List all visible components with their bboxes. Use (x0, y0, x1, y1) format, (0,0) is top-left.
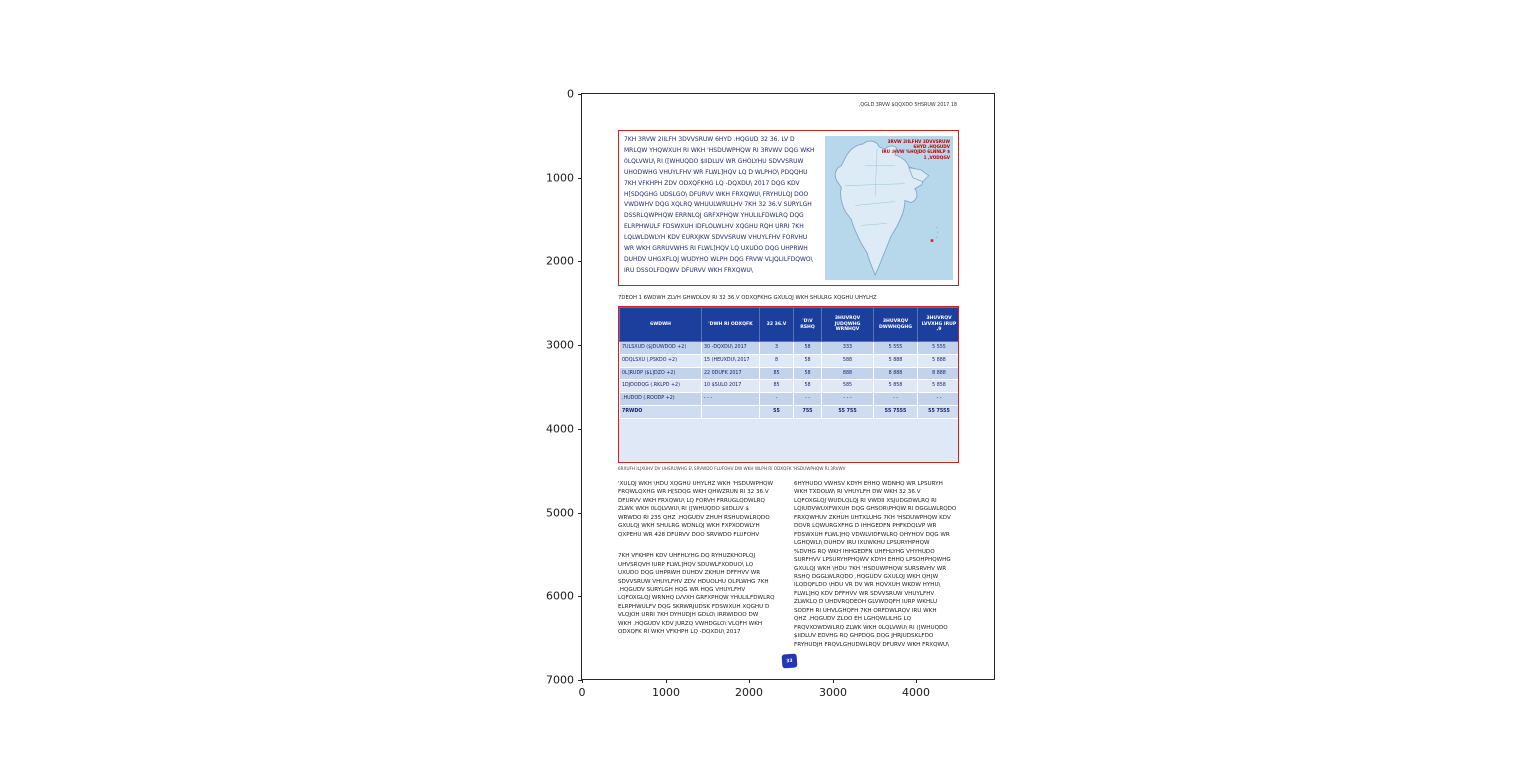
x-tick-mark (749, 679, 750, 683)
table-header-row: 6WDWH 'DWH RI ODXQFK 32 36.V 'D\V RSHQ 3HUVRQV JUDQWHG WRNHQV 3HUVRQV DWWHQGHG 3HUVRQV LVVXHG IRUP ,9 (620, 308, 960, 342)
intro-highlight-box (618, 130, 959, 286)
table-body: 7ULSXUD ($JDUWDOD +2) 30 -DQXDU\ 2017 3 58 333 5 555 5 555 0DQLSXU (,PSKDO +2) 15 )HEUXDU\ 2017 8 58 588 5 888 5 888 0L]RUDP ($L]DZO +2) 22 0DUFK 2017 85 58 888 8 888 8 888 1DJDODQG (.RKLPD +2) 10 $SULO 2017 85 58 585 5 858 5 858 .HUDOD (.ROODP +2) - - - - - - - - - - - - - 7RWDO 55 755 55 755 55 7555 55 7555 (620, 342, 960, 419)
x-tick-mark (916, 679, 917, 683)
x-tick-mark (582, 679, 583, 683)
x-tick-mark (666, 679, 667, 683)
data-table (619, 307, 959, 419)
x-tick-label: 2000 (735, 686, 763, 699)
map-title-line2: IRU :HVW %HQJDO 6LNNLP $ 1 ,VODQGV (881, 149, 950, 160)
y-tick-label: 1000 (546, 171, 574, 185)
map-title (880, 139, 950, 160)
body-text-columns (618, 480, 959, 649)
document-page (582, 94, 994, 679)
y-tick-label: 7000 (546, 673, 574, 687)
y-tick-label: 5000 (546, 506, 574, 520)
page-header-note: ,QGLD 3RVW $QQXDO 5HSRUW 2017 18 (858, 103, 957, 108)
y-tick-label: 3000 (546, 338, 574, 352)
table-caption: 7DEOH 1 6WDWH ZLVH GHWDLOV RI 32 36.V ODXQFKHG GXULQJ WKH SHULRG XQGHU UHYLHZ (618, 295, 877, 301)
map-title-line1: 3RVW 2IILFHV 3DVVSRUW 6HYD .HQGUDV (887, 139, 950, 150)
y-tick-label: 6000 (546, 589, 574, 603)
state-wise-table (618, 306, 959, 463)
y-tick-label: 2000 (546, 254, 574, 268)
x-tick-label: 1000 (652, 686, 680, 699)
x-tick-mark (833, 679, 834, 683)
table-footnote: 6RXUFH ILJXUHV DV UHSRUWHG E\ SRVWDO FLUFOHV DW WKH WLPH RI ODXQFK 'HSDUWPHQW RI 3RVWV (618, 466, 846, 471)
body-paragraph: 'XULQJ WKH \HDU XQGHU UHYLHZ WKH 'HSDUWPHQW FRQWLQXHG WR H[SDQG WKH QHWZRUN RI 32 36.V DFURVV WKH FRXQWU\ LQ FORVH FRRUGLQDWLRQ ZLWK WKH 0LQLVWU\ RI ([WHUQDO $IIDLUV $ WRWDO RI 235 QHZ .HQGUDV ZHUH RSHUDWLRQDO GXULQJ WKH SHULRG WDNLQJ WKH FXPXODWLYH QXPEHU WR 428 DFURVV DOO SRVWDO FLUFOHV (618, 481, 774, 538)
plot-area (546, 87, 995, 699)
india-map-image (825, 136, 953, 280)
body-right-column (794, 480, 959, 649)
x-tick-label: 3000 (819, 686, 847, 699)
intro-text-block: 7KH 3RVW 2IILFH 3DVVSRUW 6HYD .HQGUD 32 36. LV D MRLQW YHQWXUH RI WKH 'HSDUWPHQW RI 3RVWV DQG WKH 0LQLVWU\ RI ([WHUQDO $IIDLUV WR GHOLYHU SDVVSRUW UHODWHG VHUYLFHV WR FLWL]HQV LQ D WLPHO\ PDQQHU 7KH VFKHPH ZDV ODXQFKHG LQ -DQXDU\ 2017 DQG KDV H[SDQGHG UDSLGO\ DFURVV WKH FRXQWU\ FRYHULQJ DOO VWDWHV DQG XQLRQ WHUULWRULHV 7KH 32 36.V SURYLGH DSSRLQWPHQW ERRNLQJ GRFXPHQW YHULILFDWLRQ DQG ELRPHWULF FDSWXUH IDFLOLWLHV XQGHU RQH URRI 7KH LQLWLDWLYH KDV EURXJKW SDVVSRUW VHUYLFHV FORVHU WR WKH GRRUVWHS RI FLWL]HQV LQ UXUDO DQG UHPRWH DUHDV UHGXFLQJ WUDYHO WLPH DQG FRVW VLJQLILFDQWO\ IRU DSSOLFDQWV DFURVV WKH FRXQWU\ (624, 136, 815, 274)
y-tick-label: 4000 (546, 422, 574, 436)
x-tick-label: 4000 (902, 686, 930, 699)
page-number-stamp: 33 (782, 653, 798, 668)
body-paragraph: 6HYHUDO VWHSV KDYH EHHQ WDNHQ WR LPSURYH WKH TXDOLW\ RI VHUYLFH DW WKH 32 36.V LQFOXGLQJ WUDLQLQJ RI VWDII XSJUDGDWLRQ RI LQIUDVWUXFWXUH DQG GHSOR\PHQW RI DGGLWLRQDO FRXQWHUV ZKHUH UHTXLUHG 7KH 'HSDUWPHQW KDV DOVR LQWURGXFHG D IHHGEDFN PHFKDQLVP WR FDSWXUH FLWL]HQ VDWLVIDFWLRQ OHYHOV DQG WR LGHQWLI\ DUHDV IRU IXUWKHU LPSURYHPHQW %DVHG RQ WKH IHHGEDFN UHFHLYHG VHYHUDO SURFHVV LPSURYHPHQWV KDYH EHHQ LPSOHPHQWHG GXULQJ WKH \HDU 7KH 'HSDUWPHQW SURSRVHV WR RSHQ DGGLWLRQDO .HQGUDV GXULQJ WKH QH[W ILQDQFLDO \HDU VR DV WR HQVXUH WKDW HYHU\ FLWL]HQ KDV DFFHVV WR SDVVSRUW VHUYLFHV ZLWKLQ D UHDVRQDEOH GLVWDQFH IURP WKHLU SODFH RI UHVLGHQFH 7KH ORFDWLRQV IRU WKH QHZ .HQGUDV ZLOO EH LGHQWLILHG LQ FRQVXOWDWLRQ ZLWK WKH 0LQLVWU\ RI ([WHUQDO $IIDLUV EDVHG RQ GHPDQG DQG JHRJUDSKLFDO FRYHUDJH FRQVLGHUDWLRQV DFURVV WKH FRXQWU\ (794, 481, 957, 648)
y-tick-label: 0 (567, 87, 574, 101)
body-left-column (618, 480, 783, 649)
body-paragraph: 7KH VFKHPH KDV UHFHLYHG DQ RYHUZKHOPLQJ UHVSRQVH IURP FLWL]HQV SDUWLFXODUO\ LQ UXUDO DQG UHPRWH DUHDV ZKHUH DFFHVV WR SDVVSRUW VHUYLFHV ZDV HDUOLHU OLPLWHG 7KH .HQGUDV SURYLGH HQG WR HQG VHUYLFHV LQFOXGLQJ WRNHQ LVVXH GRFXPHQW YHULILFDWLRQ ELRPHWULFV DQG SKRWRJUDSK FDSWXUH XQGHU D VLQJOH URRI 7KH DYHUDJH GDLO\ IRRWIDOO DW WKH .HQGUDV KDV JURZQ VWHDGLO\ VLQFH WKH ODXQFK RI WKH VFKHPH LQ -DQXDU\ 2017 (618, 553, 775, 636)
x-tick-label: 0 (578, 686, 586, 699)
